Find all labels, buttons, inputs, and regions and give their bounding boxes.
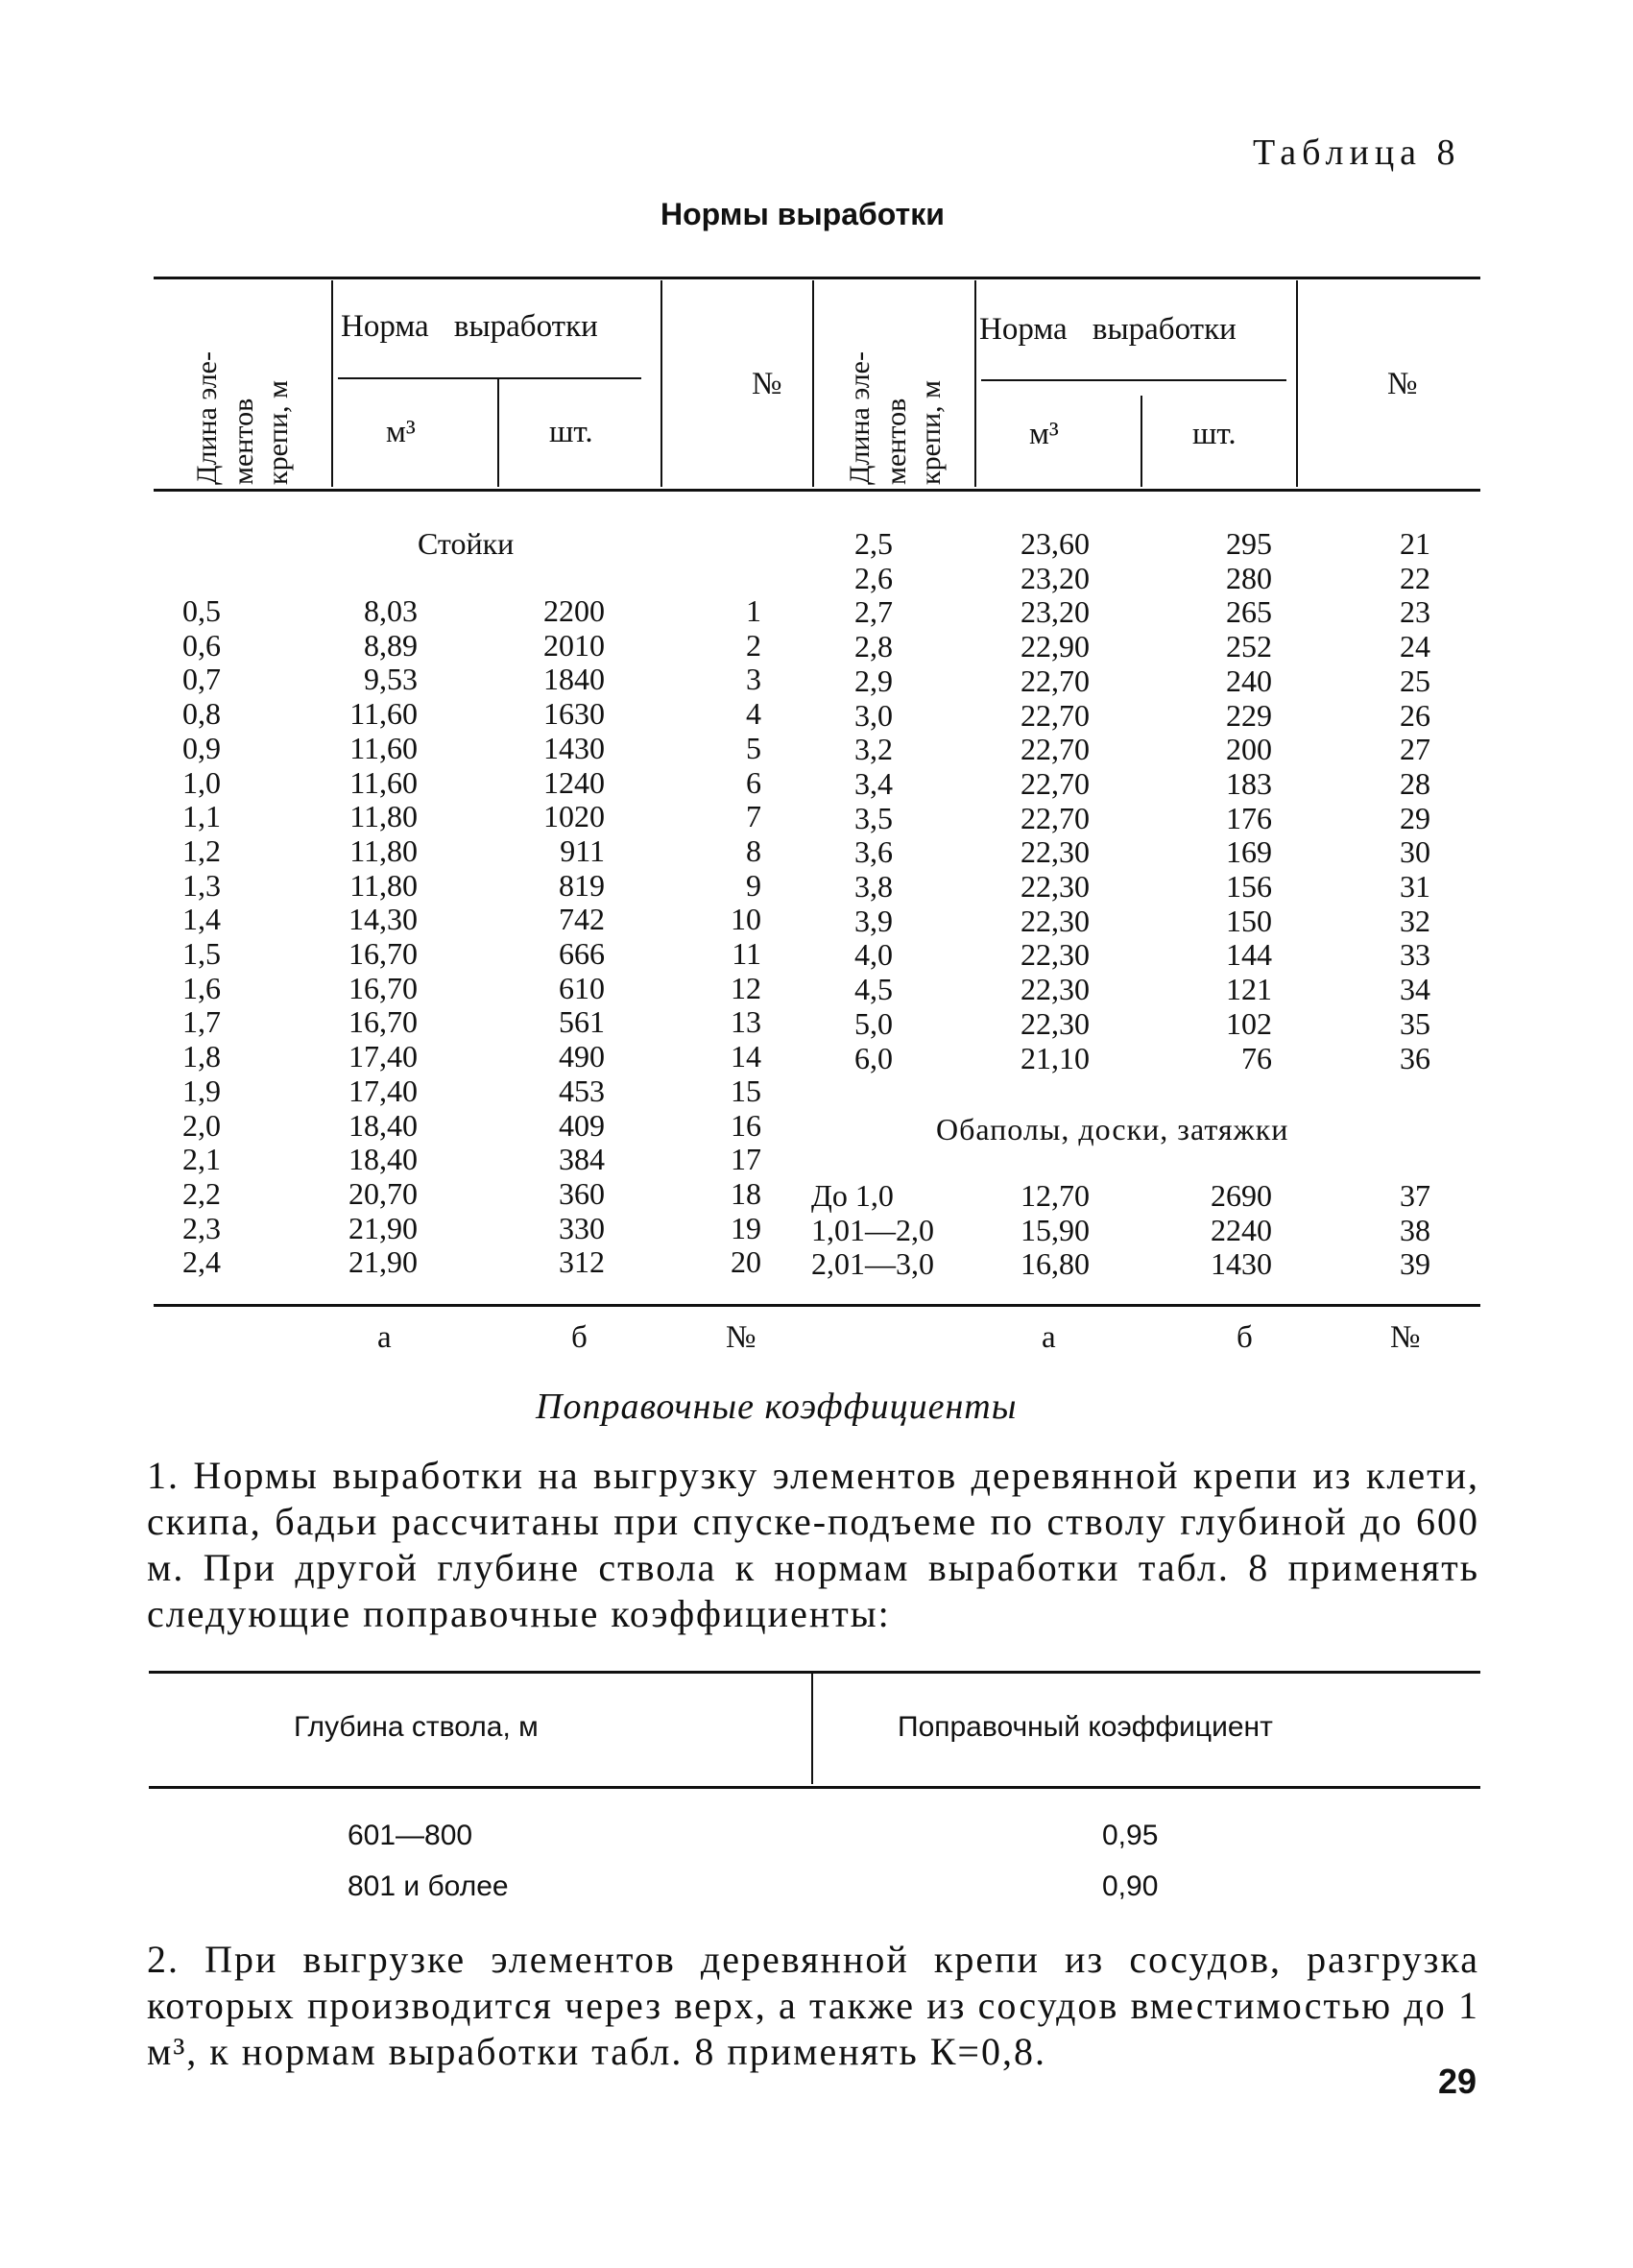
- left_rows-cell-2-3: 3: [746, 662, 761, 697]
- right_rows-cell-10-2: 156: [1226, 869, 1272, 904]
- right_rows-cell-8-2: 176: [1226, 800, 1272, 835]
- footer-b-right: б: [1237, 1320, 1253, 1355]
- left_rows-cell-1-0: 0,6: [182, 627, 221, 663]
- right_rows-cell-4-1: 22,70: [1021, 663, 1090, 698]
- right_rows-cell-0-0: 2,5: [854, 526, 893, 561]
- section-label-stoiki: Стойки: [418, 526, 515, 561]
- right_rows-cell-2-0: 2,7: [854, 594, 893, 630]
- left_rows-cell-3-1: 11,60: [349, 696, 418, 732]
- right_rows-cell-10-3: 31: [1400, 869, 1430, 904]
- length-header-right-line1: Длина эле-: [844, 351, 876, 485]
- right_rows-cell-0-3: 21: [1400, 526, 1430, 561]
- right_rows-cell-7-1: 22,70: [1021, 765, 1090, 801]
- page-number: 29: [1438, 2062, 1477, 2101]
- m3-header-right: м³: [1029, 417, 1059, 451]
- left_rows-cell-19-3: 20: [731, 1244, 761, 1280]
- length-header-left-line1: Длина эле-: [191, 351, 223, 485]
- left_rows-cell-17-2: 360: [559, 1175, 605, 1211]
- right_rows-cell-1-0: 2,6: [854, 560, 893, 595]
- left_rows-cell-1-2: 2010: [543, 627, 605, 663]
- coeff-factor-2: 0,90: [1102, 1870, 1159, 1902]
- left_rows-cell-8-3: 9: [746, 867, 761, 903]
- right_rows-cell-13-0: 4,5: [854, 972, 893, 1007]
- left_rows-cell-4-3: 5: [746, 730, 761, 765]
- right_rows-cell-3-0: 2,8: [854, 629, 893, 664]
- right_rows-cell-15-2: 76: [1241, 1040, 1272, 1075]
- left_rows-cell-11-3: 12: [731, 970, 761, 1005]
- left_rows-cell-0-2: 2200: [543, 593, 605, 628]
- right_rows-cell-13-2: 121: [1226, 972, 1272, 1007]
- left_rows-cell-15-2: 409: [559, 1107, 605, 1143]
- left_rows-cell-15-1: 18,40: [348, 1107, 418, 1143]
- right_rows2-cell-0-0: До 1,0: [811, 1178, 894, 1213]
- right_rows-cell-0-1: 23,60: [1021, 526, 1090, 561]
- right_rows-cell-5-1: 22,70: [1021, 697, 1090, 733]
- m3-header-left: м³: [386, 415, 416, 449]
- right_rows2-cell-1-1: 15,90: [1021, 1212, 1090, 1247]
- table-label: Таблица 8: [1253, 133, 1461, 173]
- coeff-depth-1: 601—800: [348, 1820, 473, 1851]
- left_rows-cell-5-2: 1240: [543, 764, 605, 800]
- left_rows-cell-16-2: 384: [559, 1142, 605, 1177]
- left_rows-cell-3-0: 0,8: [182, 696, 221, 732]
- left_rows-cell-6-2: 1020: [543, 799, 605, 834]
- right_rows-cell-9-3: 30: [1400, 834, 1430, 870]
- right_rows-cell-4-2: 240: [1226, 663, 1272, 698]
- no-header-left: №: [752, 367, 782, 401]
- left_rows-cell-3-2: 1630: [543, 696, 605, 732]
- right_rows-cell-9-1: 22,30: [1021, 834, 1090, 870]
- left_rows-cell-12-3: 13: [731, 1004, 761, 1040]
- right_rows-cell-12-3: 33: [1400, 937, 1430, 973]
- left_rows-cell-17-3: 18: [731, 1175, 761, 1211]
- right_rows-cell-4-0: 2,9: [854, 663, 893, 698]
- length-header-right-line3: крепи, м: [915, 380, 947, 485]
- left_rows-cell-6-3: 7: [746, 799, 761, 834]
- right_rows-cell-6-0: 3,2: [854, 732, 893, 767]
- length-header-left-line3: крепи, м: [262, 380, 294, 485]
- left_rows-cell-12-2: 561: [559, 1004, 605, 1040]
- right_rows2-cell-2-0: 2,01—3,0: [811, 1246, 934, 1282]
- left_rows-cell-13-2: 490: [559, 1039, 605, 1074]
- right_rows2-cell-0-2: 2690: [1211, 1178, 1272, 1213]
- table-top-rule: [154, 277, 1480, 279]
- left_rows-cell-18-2: 330: [559, 1210, 605, 1245]
- left_rows-cell-17-0: 2,2: [182, 1175, 221, 1211]
- right_rows-cell-1-3: 22: [1400, 560, 1430, 595]
- left_rows-cell-4-1: 11,60: [349, 730, 418, 765]
- right_rows-cell-11-1: 22,30: [1021, 903, 1090, 938]
- right_rows2-cell-0-3: 37: [1400, 1178, 1430, 1213]
- left_rows-cell-9-0: 1,4: [182, 902, 221, 937]
- right_rows-cell-7-2: 183: [1226, 765, 1272, 801]
- left_rows-cell-16-1: 18,40: [348, 1142, 418, 1177]
- right_rows-cell-2-2: 265: [1226, 594, 1272, 630]
- right_rows-cell-11-3: 32: [1400, 903, 1430, 938]
- left_rows-cell-3-3: 4: [746, 696, 761, 732]
- left_rows-cell-7-2: 911: [560, 832, 605, 868]
- left_rows-cell-1-3: 2: [746, 627, 761, 663]
- right_rows-cell-6-2: 200: [1226, 732, 1272, 767]
- left_rows-cell-17-1: 20,70: [348, 1175, 418, 1211]
- footer-b-left: б: [571, 1320, 588, 1355]
- right_rows-cell-15-0: 6,0: [854, 1040, 893, 1075]
- left_rows-cell-16-0: 2,1: [182, 1142, 221, 1177]
- table-bottom-rule: [154, 1304, 1480, 1307]
- right_rows-cell-10-0: 3,8: [854, 869, 893, 904]
- sht-header-right: шт.: [1192, 417, 1237, 451]
- left_rows-cell-2-1: 9,53: [364, 662, 418, 697]
- left_rows-cell-11-2: 610: [559, 970, 605, 1005]
- left_rows-cell-18-3: 19: [731, 1210, 761, 1245]
- right_rows-cell-5-3: 26: [1400, 697, 1430, 733]
- left_rows-cell-19-0: 2,4: [182, 1244, 221, 1280]
- left_rows-cell-14-3: 15: [731, 1073, 761, 1108]
- right_rows-cell-2-3: 23: [1400, 594, 1430, 630]
- right_rows-cell-6-3: 27: [1400, 732, 1430, 767]
- right_rows-cell-8-1: 22,70: [1021, 800, 1090, 835]
- left_rows-cell-16-3: 17: [731, 1142, 761, 1177]
- paragraph-1: 1. Нормы выработки на выгрузку элементов деревянной крепи из клети, скипа, бадьи рассчитаны при спуске-подъеме по стволу глубиной до 600 м. При другой глубине ствола к нормам выработки табл. 8 применять следующие поправочные коэффициенты:: [147, 1454, 1479, 1635]
- left_rows-cell-19-2: 312: [559, 1244, 605, 1280]
- left_rows-cell-5-0: 1,0: [182, 764, 221, 800]
- right_rows-cell-3-2: 252: [1226, 629, 1272, 664]
- coeff-depth-2: 801 и более: [348, 1870, 509, 1902]
- right_rows-cell-14-3: 35: [1400, 1005, 1430, 1041]
- left_rows-cell-9-1: 14,30: [348, 902, 418, 937]
- table-title: Нормы выработки: [660, 197, 945, 231]
- left_rows-cell-13-3: 14: [731, 1039, 761, 1074]
- left_rows-cell-14-1: 17,40: [348, 1073, 418, 1108]
- right_rows-cell-2-1: 23,20: [1021, 594, 1090, 630]
- right_rows-cell-15-3: 36: [1400, 1040, 1430, 1075]
- paragraph-2: 2. При выгрузке элементов деревянной крепи из сосудов, разгрузка которых производится через верх, а также из сосудов вместимостью до 1 м³, к нормам выработки табл. 8 применять К=0,8.: [147, 1938, 1479, 2073]
- norm-header-left: Норма выработки: [341, 309, 598, 344]
- left_rows-cell-10-2: 666: [559, 936, 605, 971]
- right_rows2-cell-2-2: 1430: [1211, 1246, 1272, 1282]
- right_rows-cell-13-1: 22,30: [1021, 972, 1090, 1007]
- right_rows2-cell-1-3: 38: [1400, 1212, 1430, 1247]
- left_rows-cell-10-0: 1,5: [182, 936, 221, 971]
- right_rows2-cell-0-1: 12,70: [1021, 1178, 1090, 1213]
- right_rows-cell-0-2: 295: [1226, 526, 1272, 561]
- footer-no-left: №: [726, 1320, 756, 1355]
- coeff-title: Поправочные коэффициенты: [536, 1387, 1018, 1427]
- length-header-right-line2: ментов: [880, 398, 912, 485]
- left_rows-cell-9-2: 742: [559, 902, 605, 937]
- left_rows-cell-5-3: 6: [746, 764, 761, 800]
- left_rows-cell-11-1: 16,70: [348, 970, 418, 1005]
- left_rows-cell-8-2: 819: [559, 867, 605, 903]
- left_rows-cell-2-2: 1840: [543, 662, 605, 697]
- right_rows-cell-15-1: 21,10: [1021, 1040, 1090, 1075]
- right_rows-cell-4-3: 25: [1400, 663, 1430, 698]
- right_rows-cell-12-1: 22,30: [1021, 937, 1090, 973]
- right_rows-cell-14-1: 22,30: [1021, 1005, 1090, 1041]
- left_rows-cell-7-3: 8: [746, 832, 761, 868]
- left_rows-cell-10-3: 11: [732, 936, 761, 971]
- left_rows-cell-6-0: 1,1: [182, 799, 221, 834]
- left_rows-cell-13-1: 17,40: [348, 1039, 418, 1074]
- left_rows-cell-5-1: 11,60: [349, 764, 418, 800]
- left_rows-cell-9-3: 10: [731, 902, 761, 937]
- left_rows-cell-0-0: 0,5: [182, 593, 221, 628]
- length-header-left-line2: ментов: [228, 398, 259, 485]
- footer-a-right: а: [1042, 1320, 1056, 1355]
- footer-no-right: №: [1390, 1320, 1421, 1355]
- right_rows-cell-8-3: 29: [1400, 800, 1430, 835]
- right_rows-cell-7-3: 28: [1400, 765, 1430, 801]
- right_rows-cell-10-1: 22,30: [1021, 869, 1090, 904]
- right_rows-cell-5-0: 3,0: [854, 697, 893, 733]
- right_rows-cell-11-0: 3,9: [854, 903, 893, 938]
- right_rows-cell-13-3: 34: [1400, 972, 1430, 1007]
- coeff-col-factor: Поправочный коэффициент: [898, 1711, 1273, 1743]
- left_rows-cell-1-1: 8,89: [364, 627, 418, 663]
- right_rows-cell-8-0: 3,5: [854, 800, 893, 835]
- left_rows-cell-18-0: 2,3: [182, 1210, 221, 1245]
- left_rows-cell-12-1: 16,70: [348, 1004, 418, 1040]
- left_rows-cell-0-1: 8,03: [364, 593, 418, 628]
- left_rows-cell-2-0: 0,7: [182, 662, 221, 697]
- right_rows-cell-12-2: 144: [1226, 937, 1272, 973]
- left_rows-cell-4-2: 1430: [543, 730, 605, 765]
- header-bottom-rule: [154, 489, 1480, 492]
- left_rows-cell-0-3: 1: [746, 593, 761, 628]
- left_rows-cell-19-1: 21,90: [348, 1244, 418, 1280]
- left_rows-cell-12-0: 1,7: [182, 1004, 221, 1040]
- sht-header-left: шт.: [549, 415, 593, 449]
- right_rows-cell-6-1: 22,70: [1021, 732, 1090, 767]
- section-label-obapoly: Обаполы, доски, затяжки: [936, 1112, 1289, 1146]
- coeff-factor-1: 0,95: [1102, 1820, 1159, 1851]
- right_rows-cell-14-2: 102: [1226, 1005, 1272, 1041]
- coeff-col-depth: Глубина ствола, м: [294, 1711, 539, 1743]
- left_rows-cell-8-0: 1,3: [182, 867, 221, 903]
- left_rows-cell-6-1: 11,80: [349, 799, 418, 834]
- left_rows-cell-14-2: 453: [559, 1073, 605, 1108]
- right_rows-cell-1-1: 23,20: [1021, 560, 1090, 595]
- right_rows2-cell-1-2: 2240: [1211, 1212, 1272, 1247]
- right_rows-cell-9-2: 169: [1226, 834, 1272, 870]
- norm-header-right: Норма выработки: [979, 312, 1237, 347]
- left_rows-cell-7-1: 11,80: [349, 832, 418, 868]
- right_rows-cell-3-3: 24: [1400, 629, 1430, 664]
- left_rows-cell-13-0: 1,8: [182, 1039, 221, 1074]
- right_rows2-cell-2-3: 39: [1400, 1246, 1430, 1282]
- left_rows-cell-15-3: 16: [731, 1107, 761, 1143]
- right_rows-cell-5-2: 229: [1226, 697, 1272, 733]
- right_rows-cell-1-2: 280: [1226, 560, 1272, 595]
- right_rows-cell-12-0: 4,0: [854, 937, 893, 973]
- left_rows-cell-7-0: 1,2: [182, 832, 221, 868]
- left_rows-cell-8-1: 11,80: [349, 867, 418, 903]
- right_rows-cell-11-2: 150: [1226, 903, 1272, 938]
- footer-a-left: а: [377, 1320, 392, 1355]
- left_rows-cell-10-1: 16,70: [348, 936, 418, 971]
- left_rows-cell-18-1: 21,90: [348, 1210, 418, 1245]
- right_rows2-cell-1-0: 1,01—2,0: [811, 1212, 934, 1247]
- no-header-right: №: [1387, 367, 1418, 401]
- left_rows-cell-11-0: 1,6: [182, 970, 221, 1005]
- right_rows-cell-9-0: 3,6: [854, 834, 893, 870]
- left_rows-cell-4-0: 0,9: [182, 730, 221, 765]
- right_rows-cell-7-0: 3,4: [854, 765, 893, 801]
- right_rows-cell-14-0: 5,0: [854, 1005, 893, 1041]
- right_rows-cell-3-1: 22,90: [1021, 629, 1090, 664]
- right_rows2-cell-2-1: 16,80: [1021, 1246, 1090, 1282]
- left_rows-cell-15-0: 2,0: [182, 1107, 221, 1143]
- left_rows-cell-14-0: 1,9: [182, 1073, 221, 1108]
